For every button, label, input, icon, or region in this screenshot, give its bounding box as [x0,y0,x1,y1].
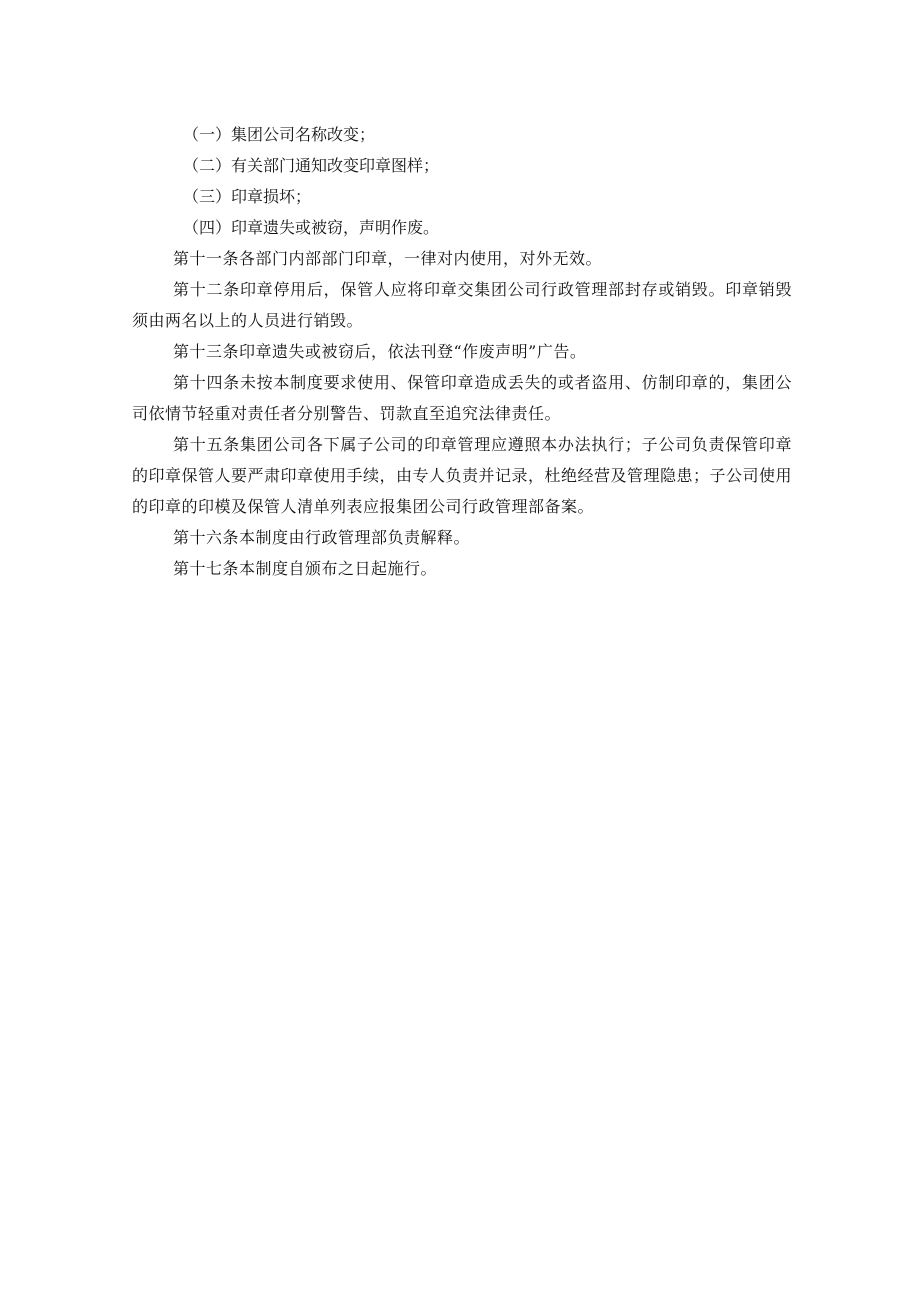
article-13: 第十三条印章遗失或被窃后，依法刊登“作废声明”广告。 [173,342,587,361]
article-17: 第十七条本制度自颁布之日起施行。 [173,559,438,578]
document-body [132,119,792,584]
list-item: （三）印章损坏； [183,187,312,206]
article-12: 第十二条印章停用后，保管人应将印章交集团公司行政管理部封存或销毁。印章销毁须由两名以上的人员进行销毁。 [132,280,792,330]
list-item: （一）集团公司名称改变； [183,125,376,144]
article-14: 第十四条未按本制度要求使用、保管印章造成丢失的或者盗用、仿制印章的，集团公司依情节轻重对责任者分别警告、罚款直至追究法律责任。 [132,373,792,423]
list-item: （四）印章遗失或被窃，声明作废。 [183,218,440,237]
list-item: （二）有关部门通知改变印章图样； [183,156,440,175]
article-11: 第十一条各部门内部部门印章，一律对内使用，对外无效。 [173,249,603,268]
article-16: 第十六条本制度由行政管理部负责解释。 [173,528,471,547]
article-15: 第十五条集团公司各下属子公司的印章管理应遵照本办法执行；子公司负责保管印章的印章保管人要严肃印章使用手续，由专人负责并记录，杜绝经营及管理隐患；子公司使用的印章的印模及保管人清单列表应报集团公司行政管理部备案。 [132,435,793,516]
